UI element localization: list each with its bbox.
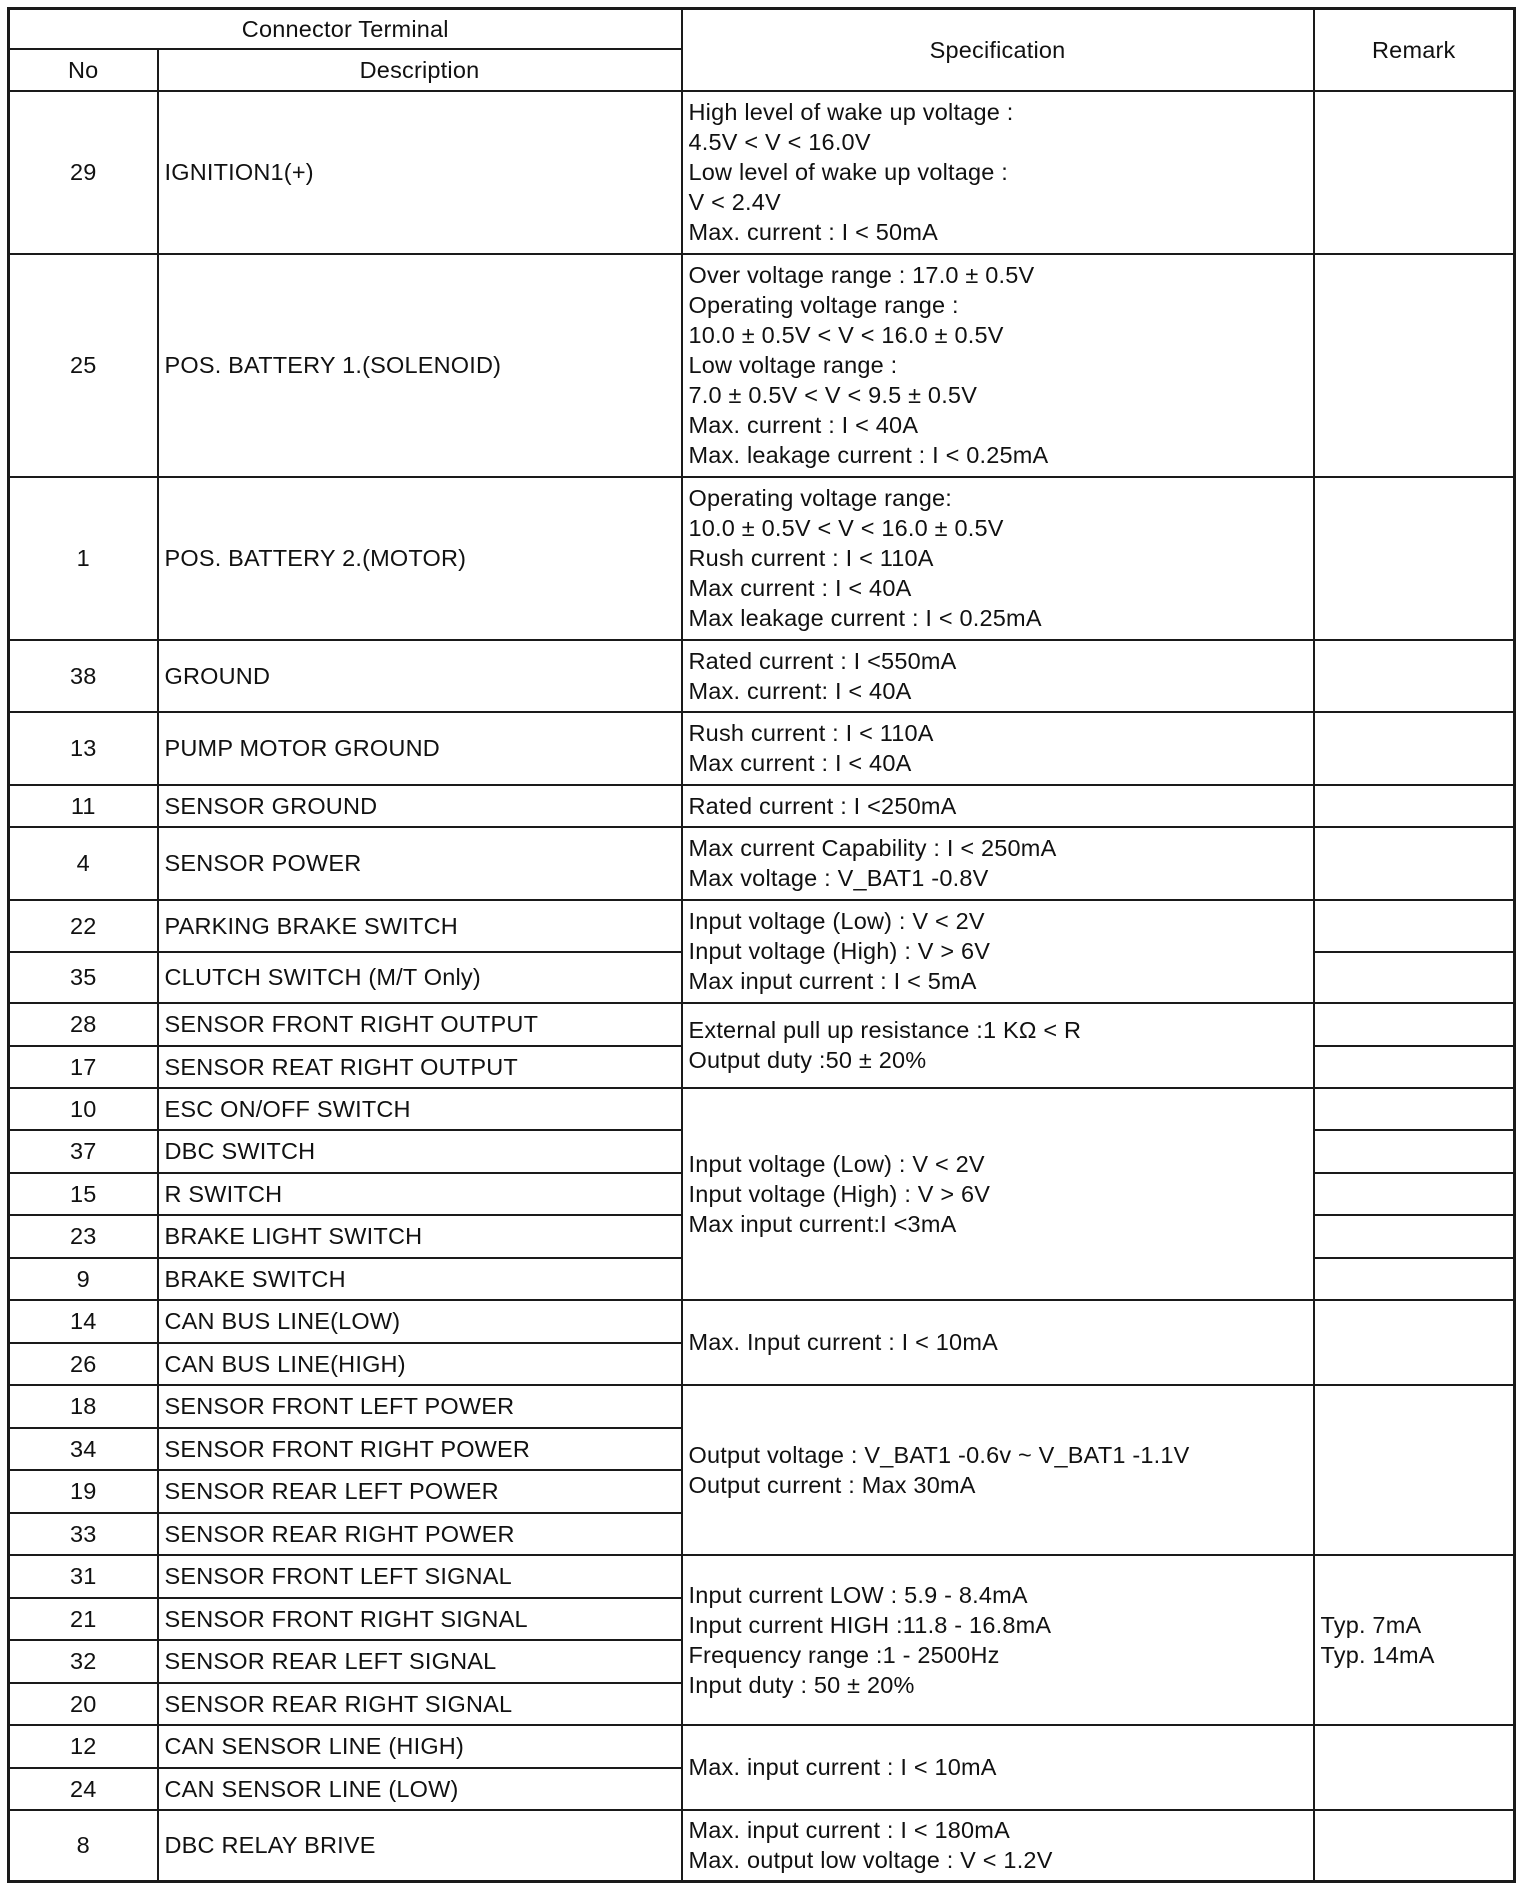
spec-line: Max voltage : V_BAT1 -0.8V xyxy=(688,865,989,891)
spec-cell xyxy=(682,91,1314,254)
terminal-description: PUMP MOTOR GROUND xyxy=(158,712,682,785)
connector-terminal-header: Connector Terminal xyxy=(9,9,682,49)
terminal-no: 15 xyxy=(9,1173,158,1215)
spec-line: Max input current:I <3mA xyxy=(688,1210,957,1237)
table-row xyxy=(9,1088,1515,1130)
terminal-description: CAN BUS LINE(LOW) xyxy=(158,1300,682,1343)
terminal-description: SENSOR FRONT LEFT SIGNAL xyxy=(158,1555,682,1598)
terminal-no: 13 xyxy=(9,712,158,785)
table-row xyxy=(9,712,1515,785)
terminal-no: 28 xyxy=(9,1003,158,1046)
spec-line: 4.5V < V < 16.0V xyxy=(688,129,871,155)
terminal-description: SENSOR REAR RIGHT SIGNAL xyxy=(158,1683,682,1725)
terminal-no: 9 xyxy=(9,1258,158,1300)
spec-line: V < 2.4V xyxy=(688,189,781,215)
spec-cell xyxy=(682,827,1314,900)
spec-cell xyxy=(682,1555,1314,1725)
terminal-description: SENSOR GROUND xyxy=(158,785,682,827)
remark-cell xyxy=(1314,952,1515,1003)
terminal-no: 11 xyxy=(9,785,158,827)
terminal-no: 4 xyxy=(9,827,158,900)
spec-line: Max current : I < 40A xyxy=(688,750,912,776)
terminal-no: 34 xyxy=(9,1428,158,1470)
description-header: Description xyxy=(158,49,682,91)
spec-cell xyxy=(682,1810,1314,1882)
spec-cell xyxy=(682,1385,1314,1555)
spec-line: High level of wake up voltage : xyxy=(688,99,1014,125)
spec-line: 10.0 ± 0.5V < V < 16.0 ± 0.5V xyxy=(688,322,1004,348)
terminal-description: PARKING BRAKE SWITCH xyxy=(158,900,682,952)
terminal-no: 8 xyxy=(9,1810,158,1882)
terminal-description: CAN SENSOR LINE (LOW) xyxy=(158,1768,682,1810)
terminal-no: 23 xyxy=(9,1215,158,1258)
remark-cell xyxy=(1314,91,1515,254)
terminal-description: SENSOR FRONT RIGHT OUTPUT xyxy=(158,1003,682,1046)
terminal-description: IGNITION1(+) xyxy=(158,91,682,254)
spec-line: Input current HIGH :11.8 - 16.8mA xyxy=(688,1611,1052,1638)
table-row xyxy=(9,91,1515,254)
spec-line: Operating voltage range: xyxy=(688,485,952,511)
terminal-description: DBC SWITCH xyxy=(158,1130,682,1173)
spec-cell xyxy=(682,1003,1314,1088)
spec-line: Input voltage (High) : V > 6V xyxy=(688,938,991,964)
spec-line: Operating voltage range : xyxy=(688,292,959,318)
terminal-no: 31 xyxy=(9,1555,158,1598)
spec-cell xyxy=(682,1088,1314,1300)
spec-line: Input duty : 50 ± 20% xyxy=(688,1671,915,1698)
terminal-no: 25 xyxy=(9,254,158,477)
terminal-no: 21 xyxy=(9,1598,158,1640)
spec-line: Rush current : I < 110A xyxy=(688,545,934,571)
terminal-description: SENSOR REAR RIGHT POWER xyxy=(158,1513,682,1555)
terminal-no: 26 xyxy=(9,1343,158,1385)
no-header: No xyxy=(9,49,158,91)
terminal-description: POS. BATTERY 1.(SOLENOID) xyxy=(158,254,682,477)
spec-line: Max. current: I < 40A xyxy=(688,677,912,704)
terminal-no: 17 xyxy=(9,1046,158,1088)
terminal-no: 32 xyxy=(9,1640,158,1683)
remark-cell xyxy=(1314,1385,1515,1555)
remark-cell xyxy=(1314,1173,1515,1215)
terminal-no: 22 xyxy=(9,900,158,952)
table-row xyxy=(9,785,1515,827)
remark-cell xyxy=(1314,1215,1515,1258)
terminal-description: CLUTCH SWITCH (M/T Only) xyxy=(158,952,682,1003)
remark-cell xyxy=(1314,827,1515,900)
terminal-no: 1 xyxy=(9,477,158,640)
spec-line: Max current Capability : I < 250mA xyxy=(688,835,1057,861)
table-row xyxy=(9,900,1515,952)
remark-line: Typ. 7mA xyxy=(1320,1611,1422,1638)
spec-line: Rated current : I <250mA xyxy=(688,792,957,819)
remark-cell xyxy=(1314,1258,1515,1300)
terminal-no: 19 xyxy=(9,1470,158,1513)
remark-cell xyxy=(1314,1003,1515,1046)
spec-line: Input voltage (Low) : V < 2V xyxy=(688,908,985,934)
spec-line: Rush current : I < 110A xyxy=(688,720,934,746)
spec-line: Low voltage range : xyxy=(688,352,898,378)
terminal-description: SENSOR REAR LEFT POWER xyxy=(158,1470,682,1513)
spec-line: Frequency range :1 - 2500Hz xyxy=(688,1641,1000,1668)
terminal-description: SENSOR FRONT RIGHT POWER xyxy=(158,1428,682,1470)
terminal-description: BRAKE SWITCH xyxy=(158,1258,682,1300)
spec-line: External pull up resistance :1 KΩ < R xyxy=(688,1017,1082,1043)
spec-line: Max. Input current : I < 10mA xyxy=(688,1329,998,1355)
spec-cell xyxy=(682,785,1314,827)
spec-cell xyxy=(682,254,1314,477)
spec-line: Output current : Max 30mA xyxy=(688,1471,976,1498)
spec-cell xyxy=(682,712,1314,785)
terminal-description: CAN SENSOR LINE (HIGH) xyxy=(158,1725,682,1768)
remark-cell xyxy=(1314,785,1515,827)
spec-cell xyxy=(682,900,1314,1003)
remark-line: Typ. 14mA xyxy=(1320,1641,1435,1668)
spec-cell xyxy=(682,477,1314,640)
spec-line: Over voltage range : 17.0 ± 0.5V xyxy=(688,262,1035,288)
spec-line: Max. input current : I < 10mA xyxy=(688,1754,997,1780)
spec-line: Max. leakage current : I < 0.25mA xyxy=(688,442,1049,468)
remark-cell xyxy=(1314,900,1515,952)
terminal-no: 33 xyxy=(9,1513,158,1555)
terminal-no: 35 xyxy=(9,952,158,1003)
spec-line: Input voltage (Low) : V < 2V xyxy=(688,1150,985,1177)
table-row xyxy=(9,1810,1515,1882)
table-row xyxy=(9,1385,1515,1428)
spec-line: Output voltage : V_BAT1 -0.6v ~ V_BAT1 -1.1V xyxy=(688,1441,1190,1468)
terminal-description: SENSOR FRONT RIGHT SIGNAL xyxy=(158,1598,682,1640)
remark-cell xyxy=(1314,1555,1515,1725)
specification-header: Specification xyxy=(682,9,1314,91)
terminal-description: SENSOR FRONT LEFT POWER xyxy=(158,1385,682,1428)
remark-cell xyxy=(1314,254,1515,477)
spec-line: Low level of wake up voltage : xyxy=(688,159,1009,185)
terminal-description: SENSOR POWER xyxy=(158,827,682,900)
table-row xyxy=(9,1555,1515,1598)
spec-line: Output duty :50 ± 20% xyxy=(688,1047,927,1073)
terminal-no: 37 xyxy=(9,1130,158,1173)
terminal-no: 20 xyxy=(9,1683,158,1725)
terminal-description: GROUND xyxy=(158,640,682,712)
table-row xyxy=(9,1725,1515,1768)
remark-cell xyxy=(1314,1725,1515,1810)
connector-spec-table xyxy=(7,7,1516,1883)
spec-line: Max. current : I < 50mA xyxy=(688,219,938,245)
spec-line: Max. current : I < 40A xyxy=(688,412,919,438)
table-row xyxy=(9,1003,1515,1046)
terminal-description: SENSOR REAR LEFT SIGNAL xyxy=(158,1640,682,1683)
spec-line: Rated current : I <550mA xyxy=(688,647,957,674)
spec-line: Max leakage current : I < 0.25mA xyxy=(688,605,1042,631)
spec-line: 10.0 ± 0.5V < V < 16.0 ± 0.5V xyxy=(688,515,1004,541)
spec-line: Input voltage (High) : V > 6V xyxy=(688,1180,991,1207)
terminal-description: POS. BATTERY 2.(MOTOR) xyxy=(158,477,682,640)
table-row xyxy=(9,254,1515,477)
terminal-no: 18 xyxy=(9,1385,158,1428)
terminal-no: 14 xyxy=(9,1300,158,1343)
table-row xyxy=(9,477,1515,640)
remark-cell xyxy=(1314,1810,1515,1882)
spec-line: Input current LOW : 5.9 - 8.4mA xyxy=(688,1581,1028,1608)
remark-cell xyxy=(1314,1130,1515,1173)
terminal-no: 12 xyxy=(9,1725,158,1768)
spec-line: Max input current : I < 5mA xyxy=(688,968,977,994)
remark-cell xyxy=(1314,712,1515,785)
remark-cell xyxy=(1314,1046,1515,1088)
remark-cell xyxy=(1314,1300,1515,1385)
remark-cell xyxy=(1314,640,1515,712)
spec-line: Max current : I < 40A xyxy=(688,575,912,601)
terminal-no: 24 xyxy=(9,1768,158,1810)
spec-cell xyxy=(682,1725,1314,1810)
remark-header: Remark xyxy=(1314,9,1515,91)
terminal-description: BRAKE LIGHT SWITCH xyxy=(158,1215,682,1258)
terminal-no: 38 xyxy=(9,640,158,712)
spec-line: Max. input current : I < 180mA xyxy=(688,1817,1010,1844)
terminal-no: 29 xyxy=(9,91,158,254)
spec-cell xyxy=(682,640,1314,712)
spec-line: Max. output low voltage : V < 1.2V xyxy=(688,1847,1053,1874)
terminal-no: 10 xyxy=(9,1088,158,1130)
spec-cell xyxy=(682,1300,1314,1385)
table-row xyxy=(9,827,1515,900)
terminal-description: DBC RELAY BRIVE xyxy=(158,1810,682,1882)
terminal-description: SENSOR REAT RIGHT OUTPUT xyxy=(158,1046,682,1088)
terminal-description: CAN BUS LINE(HIGH) xyxy=(158,1343,682,1385)
spec-line: 7.0 ± 0.5V < V < 9.5 ± 0.5V xyxy=(688,382,978,408)
table-row xyxy=(9,1300,1515,1343)
terminal-description: ESC ON/OFF SWITCH xyxy=(158,1088,682,1130)
connector-terminal-spec-sheet xyxy=(7,7,1513,1883)
remark-cell xyxy=(1314,477,1515,640)
terminal-description: R SWITCH xyxy=(158,1173,682,1215)
remark-cell xyxy=(1314,1088,1515,1130)
table-row xyxy=(9,640,1515,712)
